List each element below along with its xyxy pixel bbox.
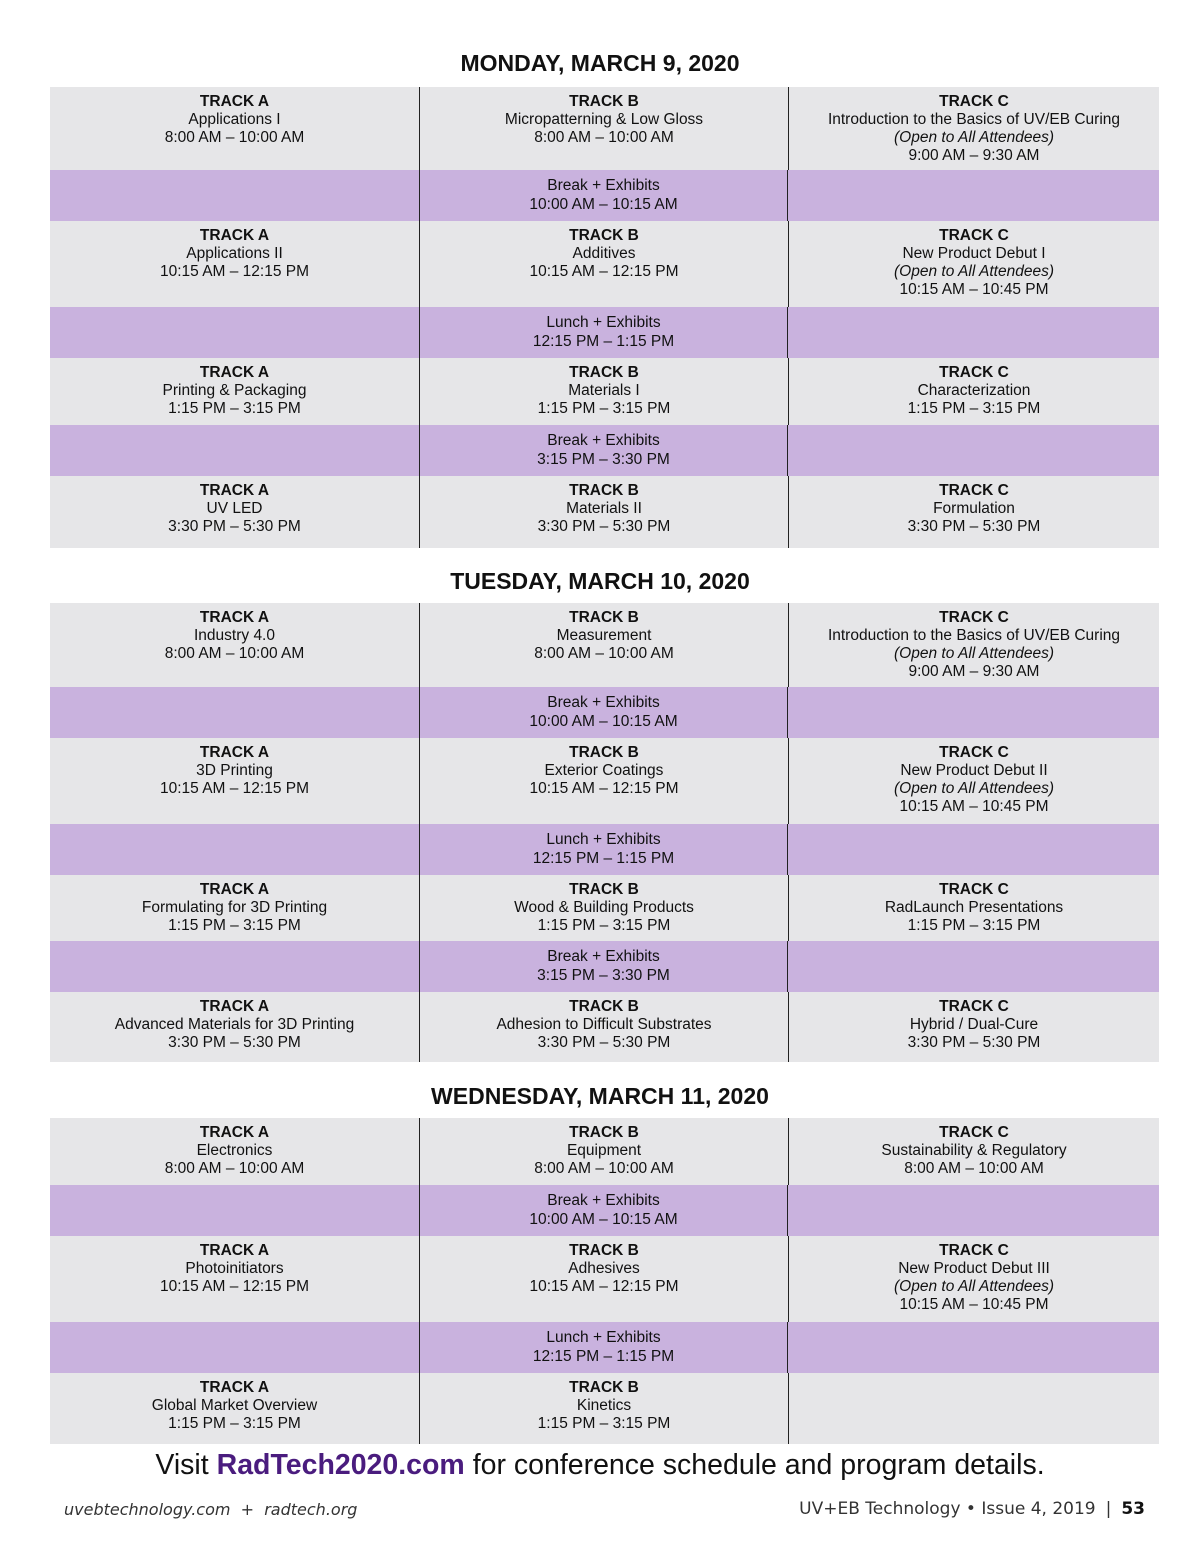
attendance-note: (Open to All Attendees) (894, 129, 1054, 146)
session-cell-track-b (419, 476, 788, 548)
session-detail: 1:15 PM – 3:15 PM (537, 917, 671, 934)
schedule-table-monday (50, 87, 1159, 548)
promo-line (0, 1445, 1200, 1485)
session-cell-track-c (788, 738, 1159, 824)
page-number: 53 (1121, 1499, 1145, 1519)
session-cell-track-b (419, 992, 788, 1062)
session-cell-track-c (788, 221, 1159, 307)
session-cell-track-b (419, 738, 788, 824)
break-filler (50, 1185, 419, 1236)
session-row (50, 1373, 1159, 1444)
break-label: Lunch + Exhibits (546, 314, 661, 331)
session-detail: RadLaunch Presentations (884, 899, 1064, 916)
track-label: TRACK C (939, 998, 1009, 1015)
session-detail: 3:30 PM – 5:30 PM (907, 518, 1041, 535)
day-title-wednesday: WEDNESDAY, MARCH 11, 2020 (431, 1083, 769, 1109)
session-cell-track-b (419, 875, 788, 941)
session-detail: 8:00 AM – 10:00 AM (534, 645, 674, 662)
break-row (50, 824, 1159, 875)
session-detail: Applications I (188, 111, 281, 128)
session-cell-track-b (419, 1373, 788, 1444)
session-cell-track-b (419, 87, 788, 170)
session-row (50, 358, 1159, 425)
schedule-table-wednesday (50, 1118, 1159, 1444)
session-cell-track-c (788, 603, 1159, 687)
break-filler (50, 307, 419, 358)
break-filler (788, 1322, 1159, 1373)
track-label: TRACK B (569, 881, 639, 898)
break-label: Break + Exhibits (547, 177, 660, 194)
break-row (50, 307, 1159, 358)
session-detail: Materials II (566, 500, 642, 517)
promo-suffix: for conference schedule and program details. (464, 1449, 1045, 1481)
session-detail: Applications II (186, 245, 283, 262)
session-detail: Wood & Building Products (514, 899, 694, 916)
session-detail: Introduction to the Basics of UV/EB Curing (827, 111, 1121, 128)
break-row (50, 1185, 1159, 1236)
footer-separator: | (1105, 1499, 1112, 1519)
session-cell-track-b (419, 1236, 788, 1322)
track-label: TRACK A (199, 93, 270, 110)
session-detail: 10:15 AM – 12:15 PM (529, 1278, 679, 1295)
session-row (50, 603, 1159, 687)
track-label: TRACK C (939, 1242, 1009, 1259)
track-label: TRACK B (569, 1379, 639, 1396)
session-cell-track-a (50, 992, 419, 1062)
break-label: Break + Exhibits (547, 694, 660, 711)
break-label: Lunch + Exhibits (546, 831, 661, 848)
session-row (50, 738, 1159, 824)
session-detail: Micropatterning & Low Gloss (504, 111, 704, 128)
break-label: Break + Exhibits (547, 432, 660, 449)
session-detail: 8:00 AM – 10:00 AM (164, 645, 305, 662)
session-detail: 10:15 AM – 12:15 PM (159, 1278, 310, 1295)
session-cell-track-b (419, 603, 788, 687)
track-label: TRACK C (939, 482, 1009, 499)
session-detail: Printing & Packaging (162, 382, 307, 399)
track-label: TRACK A (199, 1379, 270, 1396)
track-label: TRACK A (199, 998, 270, 1015)
break-cell (419, 824, 788, 875)
session-row (50, 1118, 1159, 1185)
session-detail: Adhesives (568, 1260, 640, 1277)
break-time: 10:00 AM – 10:15 AM (529, 196, 678, 213)
session-detail: 1:15 PM – 3:15 PM (907, 400, 1041, 417)
session-cell-track-c (788, 476, 1159, 548)
break-time: 10:00 AM – 10:15 AM (529, 1211, 678, 1228)
session-detail: 3:30 PM – 5:30 PM (168, 1034, 301, 1051)
track-label: TRACK A (199, 482, 270, 499)
session-row (50, 476, 1159, 548)
session-detail: 3D Printing (196, 762, 273, 779)
session-detail: 8:00 AM – 10:00 AM (534, 129, 674, 146)
promo-prefix: Visit (155, 1449, 217, 1481)
session-detail: Materials I (568, 382, 640, 399)
session-detail: 1:15 PM – 3:15 PM (168, 1415, 301, 1432)
session-detail: New Product Debut II (900, 762, 1048, 779)
track-label: TRACK A (199, 744, 270, 761)
session-detail: 10:15 AM – 12:15 PM (529, 780, 679, 797)
session-cell-track-b (419, 221, 788, 307)
session-time: 10:15 AM – 10:45 PM (899, 281, 1049, 298)
break-filler (788, 1185, 1159, 1236)
session-detail: 1:15 PM – 3:15 PM (537, 1415, 671, 1432)
break-filler (50, 425, 419, 476)
session-cell-track-a (50, 603, 419, 687)
break-cell (419, 1185, 788, 1236)
session-detail: UV LED (206, 500, 263, 517)
session-detail: Kinetics (576, 1397, 632, 1414)
session-cell-track-a (50, 1118, 419, 1185)
empty-cell (788, 1373, 1159, 1444)
session-detail: Adhesion to Difficult Substrates (496, 1016, 712, 1033)
session-time: 10:15 AM – 10:45 PM (899, 1296, 1049, 1313)
session-detail: 1:15 PM – 3:15 PM (537, 400, 671, 417)
track-label: TRACK C (939, 609, 1009, 626)
break-row (50, 170, 1159, 221)
break-cell (419, 687, 788, 738)
track-label: TRACK A (199, 609, 270, 626)
session-detail: Additives (572, 245, 636, 262)
session-row (50, 875, 1159, 941)
track-label: TRACK A (199, 1124, 270, 1141)
radtech-link[interactable]: RadTech2020.com (216, 1449, 465, 1481)
session-cell-track-c (788, 358, 1159, 425)
session-cell-track-a (50, 1373, 419, 1444)
break-label: Lunch + Exhibits (546, 1329, 661, 1346)
break-time: 12:15 PM – 1:15 PM (532, 333, 675, 350)
track-label: TRACK B (569, 1124, 639, 1141)
day-title-monday: MONDAY, MARCH 9, 2020 (460, 50, 740, 76)
day-title-tuesday: TUESDAY, MARCH 10, 2020 (450, 568, 750, 594)
break-filler (50, 170, 419, 221)
session-cell-track-b (419, 1118, 788, 1185)
attendance-note: (Open to All Attendees) (894, 263, 1054, 280)
session-detail: 10:15 AM – 12:15 PM (159, 263, 310, 280)
session-detail: 1:15 PM – 3:15 PM (168, 917, 301, 934)
session-row (50, 87, 1159, 170)
attendance-note: (Open to All Attendees) (894, 1278, 1054, 1295)
session-detail: Advanced Materials for 3D Printing (114, 1016, 355, 1033)
session-cell-track-a (50, 738, 419, 824)
attendance-note: (Open to All Attendees) (894, 645, 1054, 662)
break-filler (788, 425, 1159, 476)
track-label: TRACK C (939, 744, 1009, 761)
session-detail: Hybrid / Dual-Cure (909, 1016, 1039, 1033)
break-cell (419, 170, 788, 221)
break-filler (50, 1322, 419, 1373)
track-label: TRACK C (939, 227, 1009, 244)
break-row (50, 425, 1159, 476)
session-row (50, 221, 1159, 307)
track-label: TRACK B (569, 227, 639, 244)
session-time: 10:15 AM – 10:45 PM (899, 798, 1049, 815)
session-cell-track-a (50, 87, 419, 170)
session-cell-track-c (788, 875, 1159, 941)
break-filler (788, 307, 1159, 358)
session-detail: Introduction to the Basics of UV/EB Curing (827, 627, 1121, 644)
track-label: TRACK C (939, 93, 1009, 110)
track-label: TRACK B (569, 93, 639, 110)
break-label: Break + Exhibits (547, 948, 660, 965)
session-detail: 8:00 AM – 10:00 AM (164, 129, 305, 146)
session-detail: 8:00 AM – 10:00 AM (164, 1160, 305, 1177)
break-filler (50, 941, 419, 992)
break-time: 12:15 PM – 1:15 PM (532, 850, 675, 867)
session-detail: 3:30 PM – 5:30 PM (537, 518, 671, 535)
session-cell-track-c (788, 992, 1159, 1062)
session-detail: 8:00 AM – 10:00 AM (904, 1160, 1044, 1177)
break-filler (50, 687, 419, 738)
break-row (50, 941, 1159, 992)
session-detail: Industry 4.0 (194, 627, 275, 644)
session-detail: Global Market Overview (151, 1397, 318, 1414)
session-detail: 3:30 PM – 5:30 PM (907, 1034, 1041, 1051)
session-detail: Measurement (556, 627, 652, 644)
session-detail: Equipment (566, 1142, 642, 1159)
session-cell-track-a (50, 476, 419, 548)
break-cell (419, 307, 788, 358)
break-filler (788, 687, 1159, 738)
session-cell-track-c (788, 1236, 1159, 1322)
footer-websites: uvebtechnology.com + radtech.org (64, 1500, 358, 1519)
session-row (50, 1236, 1159, 1322)
session-cell-track-b (419, 358, 788, 425)
break-cell (419, 1322, 788, 1373)
session-cell-track-a (50, 221, 419, 307)
break-label: Break + Exhibits (547, 1192, 660, 1209)
session-detail: Electronics (196, 1142, 273, 1159)
session-detail: New Product Debut I (902, 245, 1046, 262)
session-cell-track-c (788, 1118, 1159, 1185)
track-label: TRACK A (199, 364, 270, 381)
session-detail: 3:30 PM – 5:30 PM (168, 518, 301, 535)
session-detail: Formulation (933, 500, 1015, 517)
session-detail: Photoinitiators (185, 1260, 284, 1277)
break-filler (788, 824, 1159, 875)
session-cell-track-a (50, 1236, 419, 1322)
track-label: TRACK A (199, 881, 270, 898)
session-row (50, 992, 1159, 1062)
track-label: TRACK A (199, 227, 270, 244)
session-cell-track-a (50, 875, 419, 941)
session-detail: Formulating for 3D Printing (141, 899, 328, 916)
break-row (50, 687, 1159, 738)
break-time: 3:15 PM – 3:30 PM (537, 451, 670, 468)
attendance-note: (Open to All Attendees) (894, 780, 1054, 797)
break-filler (788, 170, 1159, 221)
track-label: TRACK B (569, 998, 639, 1015)
track-label: TRACK B (569, 482, 639, 499)
break-cell (419, 941, 788, 992)
session-detail: 1:15 PM – 3:15 PM (907, 917, 1041, 934)
break-cell (419, 425, 788, 476)
session-detail: Sustainability & Regulatory (881, 1142, 1067, 1159)
session-cell-track-c (788, 87, 1159, 170)
track-label: TRACK C (939, 1124, 1009, 1141)
track-label: TRACK C (939, 881, 1009, 898)
track-label: TRACK B (569, 1242, 639, 1259)
session-detail: 3:30 PM – 5:30 PM (537, 1034, 671, 1051)
session-detail: 10:15 AM – 12:15 PM (529, 263, 679, 280)
session-detail: New Product Debut III (898, 1260, 1050, 1277)
break-filler (788, 941, 1159, 992)
schedule-table-tuesday (50, 603, 1159, 1062)
track-label: TRACK B (569, 364, 639, 381)
track-label: TRACK C (939, 364, 1009, 381)
publication-issue: UV+EB Technology • Issue 4, 2019 (799, 1499, 1096, 1519)
session-time: 9:00 AM – 9:30 AM (908, 147, 1040, 164)
session-detail: Characterization (917, 382, 1031, 399)
track-label: TRACK A (199, 1242, 270, 1259)
session-time: 9:00 AM – 9:30 AM (908, 663, 1040, 680)
session-detail: 8:00 AM – 10:00 AM (534, 1160, 674, 1177)
footer-publication-info (799, 1496, 1145, 1522)
break-row (50, 1322, 1159, 1373)
session-detail: Exterior Coatings (544, 762, 664, 779)
break-time: 3:15 PM – 3:30 PM (537, 967, 670, 984)
track-label: TRACK B (569, 744, 639, 761)
track-label: TRACK B (569, 609, 639, 626)
session-detail: 10:15 AM – 12:15 PM (159, 780, 310, 797)
session-detail: 1:15 PM – 3:15 PM (168, 400, 301, 417)
break-time: 12:15 PM – 1:15 PM (532, 1348, 675, 1365)
break-time: 10:00 AM – 10:15 AM (529, 713, 678, 730)
break-filler (50, 824, 419, 875)
session-cell-track-a (50, 358, 419, 425)
